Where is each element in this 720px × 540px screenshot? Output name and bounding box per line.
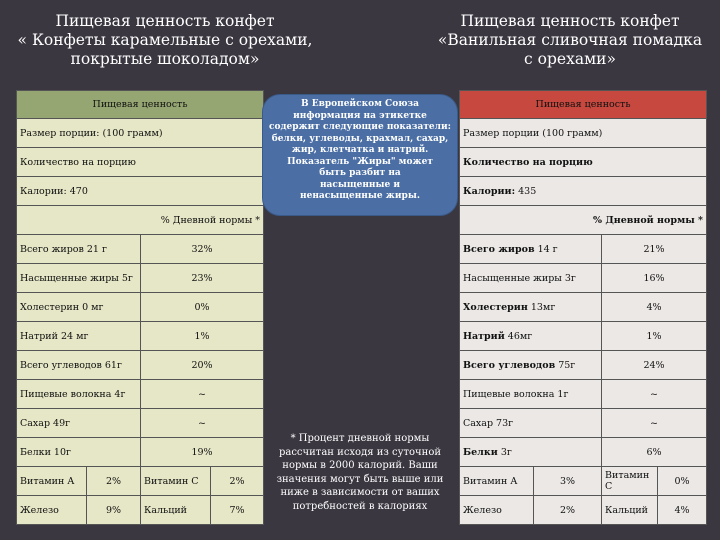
nutrient-pct: 21% [602,235,707,264]
vitamin-row [460,496,707,525]
callout-line: ненасыщенные жиры. [300,191,420,201]
vitamin-name: Витамин С [602,467,658,496]
footnote-line: * Процент дневной нормы [290,433,430,444]
daily-value-header: % Дневной нормы * [17,206,264,235]
nutrient-pct: ~ [602,380,707,409]
nutrient-label: Всего углеводов 75г [460,351,602,380]
vitamin-value: 3% [534,467,602,496]
nutrient-pct: 32% [141,235,264,264]
nutrient-pct: 6% [602,438,707,467]
callout-line: быть разбит на [319,168,401,178]
vitamin-value: 4% [658,496,707,525]
table-row [17,293,264,322]
nutrient-label: Белки 10г [17,438,141,467]
nutrient-label: Всего углеводов 61г [17,351,141,380]
title-line: «Ванильная сливочная помадка [437,31,703,49]
table-row [17,380,264,409]
nutrient-pct: 1% [141,322,264,351]
title-line: « Конфеты карамельные с орехами, [17,31,313,49]
calories: Калории: 470 [17,177,264,206]
nutrient-pct: 24% [602,351,707,380]
nutrient-pct: ~ [141,409,264,438]
table-row [17,438,264,467]
right-title [420,12,720,69]
vitamin-value: 7% [211,496,264,525]
calories-label: Калории: [463,185,516,197]
vitamin-name: Витамин А [460,467,534,496]
nutrient-pct: 4% [602,293,707,322]
callout-line: содержит следующие показатели: [269,122,451,132]
footnote-line: ниже в зависимости от ваших [280,487,440,498]
nutrient-pct: 0% [141,293,264,322]
vitamin-row [460,467,707,496]
nutrient-label: Натрий 24 мг [17,322,141,351]
callout-line: насыщенные и [319,179,401,190]
calories-value: 435 [518,185,537,197]
serving-size: Размер порции (100 грамм) [460,119,707,148]
nutrient-label: Насыщенные жиры 3г [460,264,602,293]
table-header: Пищевая ценность [17,91,264,119]
vitamin-row [17,496,264,525]
vitamin-name: Витамин А [17,467,87,496]
per-serving: Количество на порцию [460,148,707,177]
nutrient-label: Натрий 46мг [460,322,602,351]
table-header: Пищевая ценность [460,91,707,119]
nutrient-pct: ~ [141,380,264,409]
title-line: Пищевая ценность конфет [460,12,680,30]
nutrient-label: Пищевые волокна 4г [17,380,141,409]
nutrient-label: Насыщенные жиры 5г [17,264,141,293]
nutrient-label: Всего жиров 14 г [460,235,602,264]
vitamin-name: Кальций [602,496,658,525]
vitamin-value: 2% [534,496,602,525]
left-nutrition-table [16,90,264,525]
vitamin-value: 9% [87,496,141,525]
left-title [0,12,330,69]
footnote-line: рассчитан исходя из суточной [278,446,442,458]
table-row [460,409,707,438]
daily-value-footnote [263,432,457,513]
serving-size: Размер порции: (100 грамм) [17,119,264,148]
footnote-line: нормы в 2000 калорий. Ваши [282,460,438,471]
callout-line: Показатель "Жиры" может [287,156,433,167]
daily-value-header: % Дневной нормы * [460,206,707,235]
nutrient-label: Белки 3г [460,438,602,467]
title-line: Пищевая ценность конфет [55,12,275,30]
vitamin-name: Железо [17,496,87,525]
table-row [460,293,707,322]
nutrient-pct: 20% [141,351,264,380]
table-row [17,409,264,438]
table-row [17,235,264,264]
nutrient-label: Сахар 73г [460,409,602,438]
nutrient-pct: 1% [602,322,707,351]
callout-line: В Европейском Союза [300,99,420,109]
table-row [17,322,264,351]
table-row [17,264,264,293]
callout-line: информация на этикетке [293,110,427,121]
table-row [460,322,707,351]
title-line: с орехами» [524,50,616,68]
nutrient-label: Всего жиров 21 г [17,235,141,264]
table-row [17,351,264,380]
footnote-line: значения могут быть выше или [276,473,444,485]
nutrient-label: Холестерин 0 мг [17,293,141,322]
nutrient-pct: 19% [141,438,264,467]
table-row [460,264,707,293]
callout-line: жир, клетчатка и натрий. [291,145,429,155]
nutrient-pct: 16% [602,264,707,293]
table-row [460,235,707,264]
footnote-line: потребностей в калориях [292,500,428,512]
vitamin-value: 2% [211,467,264,496]
callout-line: белки, углеводы, крахмал, сахар, [271,133,449,144]
per-serving: Количество на порцию [17,148,264,177]
eu-info-callout [262,94,458,216]
table-row [460,438,707,467]
vitamin-name: Витамин С [141,467,211,496]
table-row [460,351,707,380]
table-row [460,380,707,409]
nutrient-label: Холестерин 13мг [460,293,602,322]
vitamin-name: Кальций [141,496,211,525]
title-line: покрытые шоколадом» [70,50,260,68]
vitamin-value: 2% [87,467,141,496]
nutrient-label: Пищевые волокна 1г [460,380,602,409]
nutrient-pct: 23% [141,264,264,293]
calories [460,177,707,206]
vitamin-value: 0% [658,467,707,496]
nutrient-pct: ~ [602,409,707,438]
vitamin-row [17,467,264,496]
right-nutrition-table [459,90,707,525]
nutrient-label: Сахар 49г [17,409,141,438]
vitamin-name: Железо [460,496,534,525]
